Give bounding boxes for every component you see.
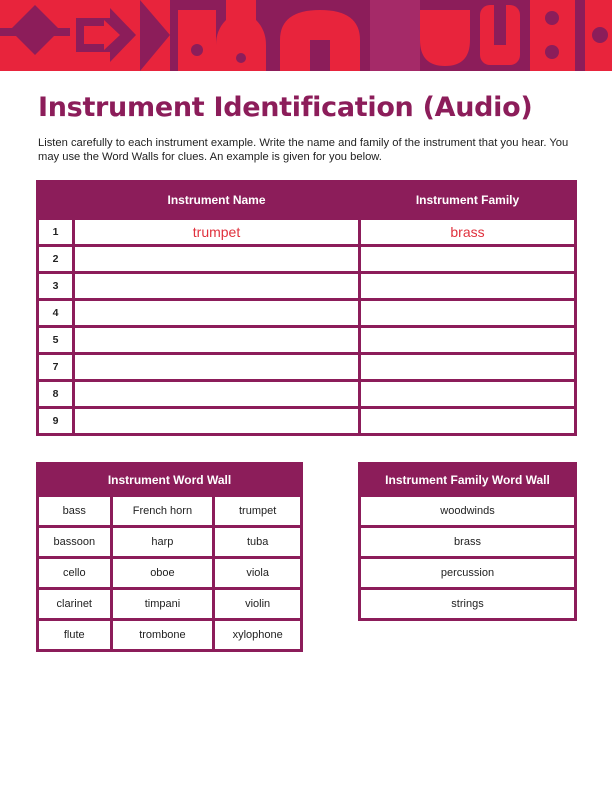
word-wall-row — [38, 558, 302, 589]
table-row — [38, 381, 576, 408]
identification-table — [36, 180, 577, 436]
row-number: 4 — [38, 300, 74, 327]
row-number: 8 — [38, 381, 74, 408]
word-wall-item: oboe — [111, 558, 214, 589]
instrument-name-cell[interactable] — [74, 246, 360, 273]
word-wall-item: viola — [214, 558, 302, 589]
row-number: 5 — [38, 327, 74, 354]
instrument-family-cell[interactable] — [360, 327, 576, 354]
word-wall-item: bass — [38, 496, 112, 527]
header-instrument-name: Instrument Name — [74, 182, 360, 219]
row-number: 9 — [38, 408, 74, 435]
word-wall-item: tuba — [214, 527, 302, 558]
word-wall-item: bassoon — [38, 527, 112, 558]
row-number: 1 — [38, 219, 74, 246]
row-number: 3 — [38, 273, 74, 300]
instrument-name-cell[interactable] — [74, 408, 360, 435]
word-wall-item: cello — [38, 558, 112, 589]
header-instrument-family: Instrument Family — [360, 182, 576, 219]
family-word-wall-title: Instrument Family Word Wall — [360, 464, 576, 496]
instrument-family-cell[interactable] — [360, 273, 576, 300]
word-wall-item: xylophone — [214, 620, 302, 651]
instructions-text: Listen carefully to each instrument example. Write the name and family of the instrument that you hear. You may use the Word Walls for clues. An example is given for you below. — [38, 137, 569, 163]
instrument-word-wall-title: Instrument Word Wall — [38, 464, 302, 496]
word-wall-item: trumpet — [214, 496, 302, 527]
instrument-name-cell[interactable] — [74, 300, 360, 327]
word-wall-row — [38, 620, 302, 651]
instrument-word-wall — [36, 462, 303, 652]
instrument-name-cell[interactable] — [74, 381, 360, 408]
instrument-family-cell[interactable] — [360, 354, 576, 381]
word-wall-row — [38, 527, 302, 558]
instrument-family-cell[interactable] — [360, 408, 576, 435]
family-word-wall-item: woodwinds — [360, 496, 576, 527]
table-row — [38, 327, 576, 354]
table-row — [38, 408, 576, 435]
family-word-wall-item: brass — [360, 527, 576, 558]
family-word-wall-item: percussion — [360, 558, 576, 589]
table-row — [38, 354, 576, 381]
word-wall-item: timpani — [111, 589, 214, 620]
word-wall-item: French horn — [111, 496, 214, 527]
banner-pattern-graphic — [0, 0, 612, 71]
decorative-banner — [0, 0, 612, 71]
table-row — [38, 219, 576, 246]
row-number: 2 — [38, 246, 74, 273]
page-title: Instrument Identification (Audio) — [38, 92, 533, 123]
header-number — [38, 182, 74, 219]
table-row — [38, 246, 576, 273]
instrument-name-cell[interactable] — [74, 354, 360, 381]
row-number: 7 — [38, 354, 74, 381]
instrument-family-cell[interactable] — [360, 381, 576, 408]
word-wall-item: trombone — [111, 620, 214, 651]
family-word-wall — [358, 462, 577, 621]
word-wall-row — [38, 496, 302, 527]
instrument-family-cell[interactable] — [360, 300, 576, 327]
table-row — [38, 300, 576, 327]
word-wall-item: violin — [214, 589, 302, 620]
word-wall-item: harp — [111, 527, 214, 558]
instrument-name-cell[interactable] — [74, 327, 360, 354]
table-row — [38, 273, 576, 300]
instrument-name-cell[interactable] — [74, 273, 360, 300]
table-header-row — [38, 182, 576, 219]
instrument-family-cell[interactable]: brass — [360, 219, 576, 246]
instrument-name-cell[interactable]: trumpet — [74, 219, 360, 246]
word-wall-item: clarinet — [38, 589, 112, 620]
instrument-family-cell[interactable] — [360, 246, 576, 273]
word-wall-item: flute — [38, 620, 112, 651]
word-wall-row — [38, 589, 302, 620]
family-word-wall-item: strings — [360, 589, 576, 620]
